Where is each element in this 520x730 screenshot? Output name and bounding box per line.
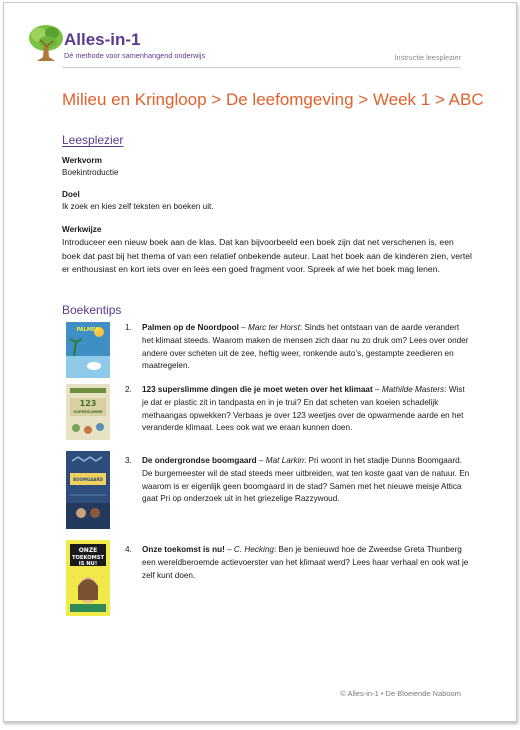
book-title: Palmen op de Noordpool: [142, 323, 239, 332]
document-page: [3, 2, 517, 722]
book-tip: [142, 322, 472, 373]
werkwijze-label: Werkwijze: [62, 225, 102, 234]
page-footer: © Alles-in-1 • De Bloeiende Naboom: [340, 689, 461, 698]
title-separator: –: [256, 456, 266, 465]
header-divider: [62, 67, 461, 68]
werkwijze-value: Introduceer een nieuw boek aan de klas. Dat kan bijvoorbeeld een boek zijn dat net verschenen is, een boek dat past bij het thema of van een relatief onbekende auteur. Laat het boek aan de kinderen zien, vertel er enthousiast en kort iets over en lees een goed fragment voor. Spreek af wie het boek mag lenen.: [62, 237, 472, 274]
book-description: : Pri woont in het stadje Dunns Boomgaard. De burgemeester wil de stad steeds meer uitbreiden, wat ten koste gaat van de natuur. En waarom is er eigenlijk geen boomgaard in de stad? Samen met het nieuwe meisje Attica gaat Pri op onderzoek uit in het griezelige Razzywoud.: [142, 456, 470, 504]
book-cover-image: [66, 384, 110, 440]
brand-tagline: Dé methode voor samenhangend onderwijs: [64, 51, 206, 60]
svg-text:123: 123: [79, 399, 97, 408]
svg-text:ONZE: ONZE: [78, 547, 98, 554]
doel-block: [62, 189, 472, 213]
doel-value: Ik zoek en kies zelf teksten en boeken uit.: [62, 202, 214, 211]
werkvorm-label: Werkvorm: [62, 156, 102, 165]
tip-number: 2.: [125, 385, 132, 394]
book-title: Onze toekomst is nu!: [142, 545, 225, 554]
doel-label: Doel: [62, 190, 80, 199]
header-label: Instructie leesplezier: [394, 53, 461, 62]
brand-name: Alles-in-1: [64, 30, 141, 49]
book-cover-image: [66, 322, 110, 378]
tip-number: 3.: [125, 456, 132, 465]
svg-text:TOEKOMST: TOEKOMST: [71, 555, 105, 561]
werkvorm-value: Boekintroductie: [62, 168, 119, 177]
boekentips-heading: Boekentips: [62, 303, 122, 317]
book-author: Mat Larkin: [265, 456, 304, 465]
werkwijze-block: [62, 224, 472, 277]
svg-text:IS NU!: IS NU!: [78, 561, 98, 567]
book-cover-image: [66, 451, 110, 529]
svg-text:BOOMGAARD: BOOMGAARD: [73, 477, 103, 482]
book-description: : Ben je benieuwd hoe de Zweedse Greta Thunberg een wereldberoemde actievoerster van het klimaat werd? Lees haar verhaal en ook wat je zelf kunt doen.: [142, 545, 469, 580]
title-separator: –: [238, 323, 248, 332]
tip-number: 1.: [125, 323, 132, 332]
title-separator: –: [372, 385, 382, 394]
werkvorm-block: [62, 155, 472, 179]
book-tip: [142, 455, 472, 506]
title-separator: –: [224, 545, 234, 554]
book-tip: [142, 384, 472, 435]
tip-number: 4.: [125, 545, 132, 554]
book-author: C. Hecking: [233, 545, 274, 554]
page-title: Milieu en Kringloop > De leefomgeving > Week 1 > ABC: [62, 90, 484, 109]
book-author: Marc ter Horst: [248, 323, 300, 332]
tree-logo-icon: [26, 23, 66, 63]
book-author: Mathilde Masters: [381, 385, 445, 394]
book-description: : Sinds het ontstaan van de aarde verandert het klimaat steeds. Waarom maken de mensen zich daar nu zo druk om? Lees over onder andere over scheten uit de zee, heftig weer, ronkende auto’s, gestampte zeedieren en maatregelen.: [142, 323, 469, 371]
book-tip: [142, 544, 472, 582]
book-title: 123 superslimme dingen die je moet weten over het klimaat: [142, 385, 373, 394]
book-cover-image: [66, 540, 110, 616]
book-description: : Wist je dat er plastic zit in tandpasta en in je trui? En dat scheten van koeien schadelijk methaangas opwekken? Verbaas je over 123 weetjes over de opwarmende aarde en het veranderde klimaat. Lees ook wat we eraan kunnen doen.: [142, 385, 465, 433]
svg-text:SUPERSLIMME: SUPERSLIMME: [73, 410, 103, 414]
book-title: De ondergrondse boomgaard: [142, 456, 257, 465]
svg-text:PALMEN: PALMEN: [76, 327, 100, 333]
leesplezier-heading: Leesplezier: [62, 133, 124, 147]
